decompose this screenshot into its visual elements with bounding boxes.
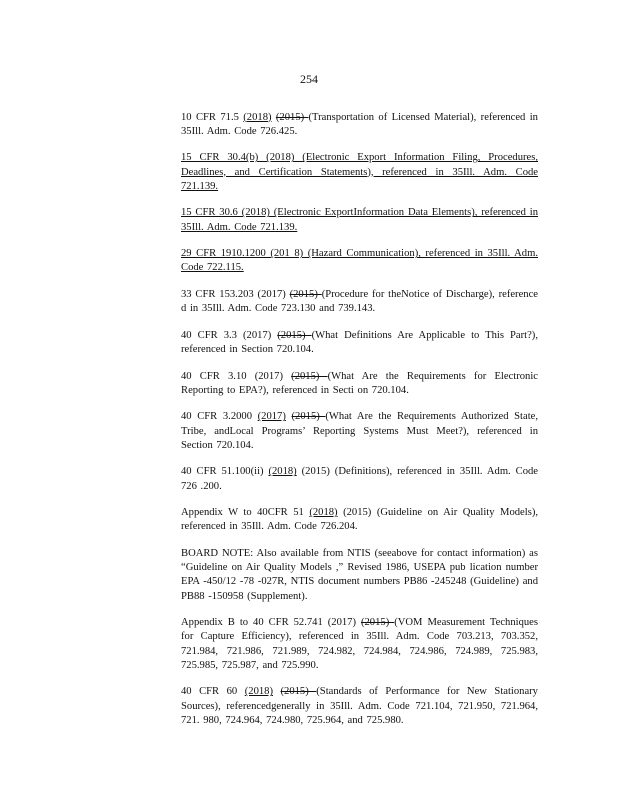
reference-text: Appendix W to 40CFR 51	[181, 507, 310, 519]
added-text: (2018)	[309, 507, 338, 519]
reference-text: (What Definitions Are Applicable to This Part?), referenced in Section 720.104.	[181, 329, 538, 355]
added-text: (2017)	[257, 411, 286, 423]
reference-entry	[181, 151, 538, 194]
reference-entry	[181, 247, 538, 275]
reference-entry	[181, 410, 538, 453]
page-number: 254	[300, 72, 318, 86]
board-note	[181, 547, 538, 604]
reference-entry	[181, 616, 538, 673]
reference-text: 33 CFR 153.203 (2017)	[181, 288, 290, 300]
reference-text: (2015) (Definitions), referenced in 35Ill. Adm. Code 726 .200.	[181, 466, 538, 492]
reference-list	[181, 100, 538, 740]
reference-text: (Standards of Performance for New Stationary Sources), referencedgenerally in 35Ill. Adm. Code 721.104, 721.950, 721.964, 721. 980, 724.964, 724.980, 725.964, and 725.980.	[181, 686, 538, 726]
reference-text: (What Are the Requirements for Electronic Reporting to EPA?), referenced in Secti on 720.104.	[181, 370, 538, 396]
added-text: 15 CFR 30.4(b) (2018) (Electronic Export Information Filing, Procedures, Deadlines, and Certification Statements), referenced in 35Ill. Adm. Code 721.139.	[181, 152, 538, 192]
deleted-text: (2015)	[291, 411, 326, 423]
deleted-text: (2015)	[280, 686, 317, 698]
reference-text: 40 CFR 51.100(ii)	[181, 466, 269, 478]
reference-text: (Procedure for theNotice of Discharge), reference d in 35Ill. Adm. Code 723.130 and 739.143.	[181, 288, 538, 315]
added-text: (2018)	[243, 111, 272, 123]
reference-entry	[181, 370, 538, 398]
reference-text: (VOM Measurement Techniques for Capture Efficiency), referenced in 35Ill. Adm. Code 703.213, 703.352, 721.984, 721.986, 721.989, 724.982, 724.984, 724.986, 724.989, 725.983, 725.985, 725.987, and 725.990.	[181, 617, 538, 671]
reference-entry	[181, 465, 538, 493]
reference-entry	[181, 288, 538, 316]
deleted-text: (2015)	[289, 288, 322, 300]
reference-text: 40 CFR 3.10 (2017)	[181, 370, 292, 382]
reference-text: (What Are the Requirements Authorized State, Tribe, andLocal Programs’ Reporting Systems Must Meet?), referenced in Section 720.104.	[181, 411, 538, 451]
reference-text: 40 CFR 60	[181, 686, 245, 698]
reference-entry	[181, 329, 538, 357]
deleted-text: (2015)	[291, 370, 328, 382]
deleted-text: (2015)	[360, 617, 395, 629]
deleted-text: (2015)	[277, 329, 312, 341]
reference-text: 40 CFR 3.2000	[181, 411, 258, 423]
added-text: (2018)	[268, 466, 297, 478]
reference-text: BOARD NOTE: Also available from NTIS (seeabove for contact information) as “Guideline on Air Quality Models ,” Revised 1986, USEPA pub lication number EPA -450/12 -78 -027R, NTIS document numbers PB86 -245248 (Guideline) and PB88 -150958 (Supplement).	[181, 547, 538, 602]
reference-entry	[181, 111, 538, 139]
reference-text: 40 CFR 3.3 (2017)	[181, 329, 278, 341]
added-text: 15 CFR 30.6 (2018) (Electronic ExportInformation Data Elements), referenced in 35Ill. Adm. Code 721.139.	[181, 207, 538, 233]
reference-text: (2015) (Guideline on Air Quality Models), referenced in 35Ill. Adm. Code 726.204.	[181, 507, 538, 533]
deleted-text: (2015)	[275, 111, 309, 123]
reference-entry	[181, 685, 538, 728]
reference-entry	[181, 506, 538, 534]
reference-text	[273, 686, 281, 697]
reference-text: Appendix B to 40 CFR 52.741 (2017)	[181, 617, 361, 629]
added-text: 29 CFR 1910.1200 (201 8) (Hazard Communication), referenced in 35Ill. Adm. Code 722.115.	[181, 248, 538, 274]
reference-text: (Transportation of Licensed Material), referenced in 35Ill. Adm. Code 726.425.	[181, 111, 538, 137]
reference-entry	[181, 206, 538, 234]
added-text: (2018)	[244, 686, 273, 698]
reference-text: 10 CFR 71.5	[181, 111, 244, 123]
